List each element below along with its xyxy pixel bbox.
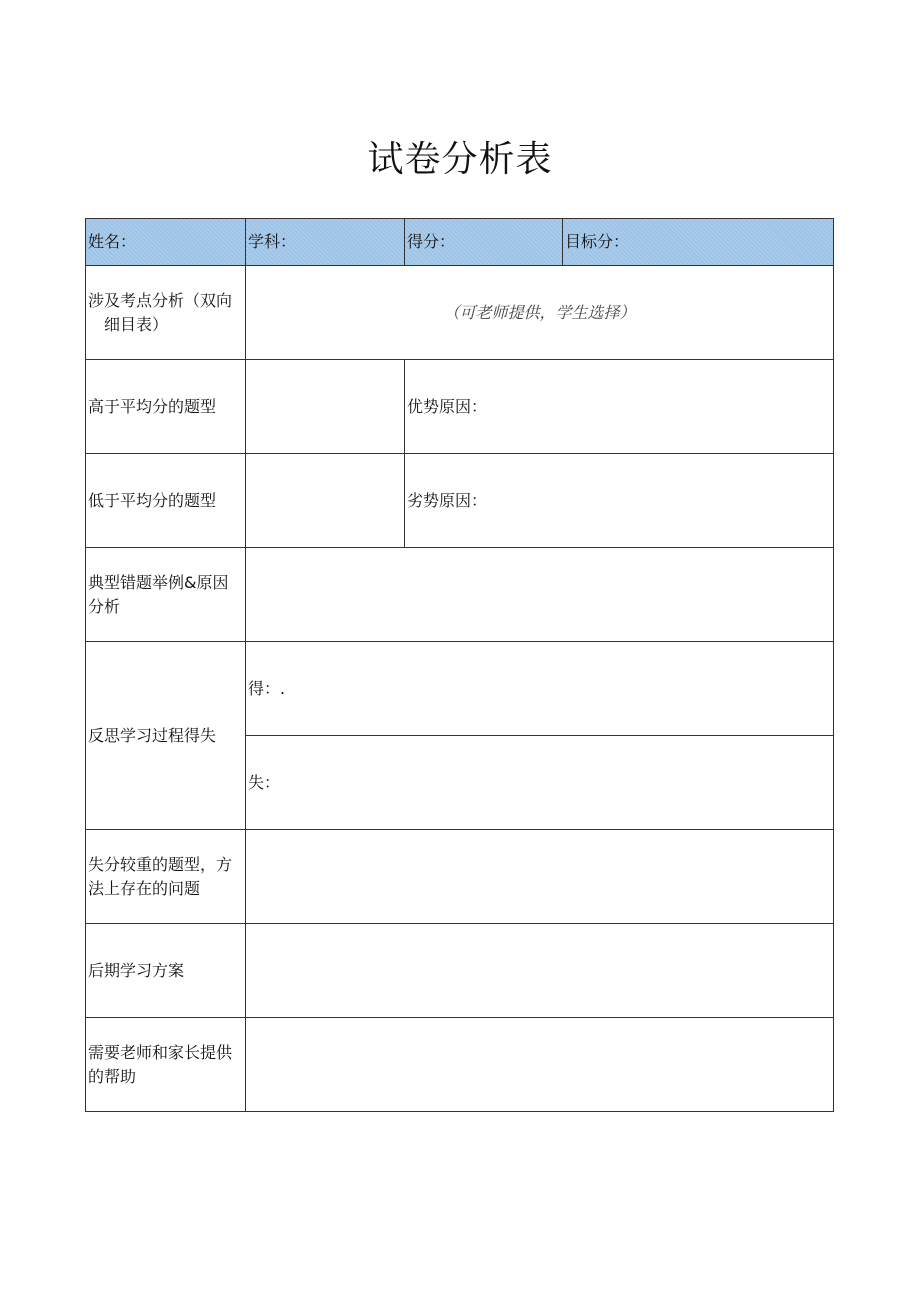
subject-field[interactable] xyxy=(246,219,405,266)
advantage-reason-label: 优势原因： xyxy=(407,396,488,416)
weak-types-label-line1: 失分较重的题型，方 xyxy=(88,854,233,874)
target-score-field[interactable] xyxy=(563,219,834,266)
help-needed-label-line1: 需要老师和家长提供 xyxy=(88,1042,233,1062)
help-needed-row xyxy=(86,1018,834,1112)
page-title: 试卷分析表 xyxy=(367,139,553,180)
points-label-line1: 涉及考点分析（双向 xyxy=(88,290,233,310)
disadvantage-reason-label: 劣势原因： xyxy=(407,490,488,510)
analysis-table xyxy=(85,218,834,1112)
study-plan-label-cell xyxy=(86,924,246,1018)
reflection-gain-row xyxy=(86,642,834,736)
points-input-cell[interactable] xyxy=(246,266,834,360)
reflection-loss-cell[interactable] xyxy=(246,736,834,830)
below-average-label-cell xyxy=(86,454,246,548)
weak-types-input-cell[interactable] xyxy=(246,830,834,924)
points-hint: （可老师提供，学生选择） xyxy=(443,302,636,322)
reflection-loss-label: 失： xyxy=(248,772,281,792)
advantage-reason-cell[interactable] xyxy=(405,360,834,454)
above-average-label-cell xyxy=(86,360,246,454)
points-label-cell xyxy=(86,266,246,360)
typical-errors-row xyxy=(86,548,834,642)
weak-types-row xyxy=(86,830,834,924)
above-average-row xyxy=(86,360,834,454)
disadvantage-reason-cell[interactable] xyxy=(405,454,834,548)
points-row xyxy=(86,266,834,360)
reflection-label-cell xyxy=(86,642,246,830)
above-average-types-cell[interactable] xyxy=(246,360,405,454)
name-field[interactable] xyxy=(86,219,246,266)
reflection-gain-label: 得：. xyxy=(248,678,286,698)
study-plan-row xyxy=(86,924,834,1018)
reflection-label: 反思学习过程得失 xyxy=(88,725,217,745)
help-needed-input-cell[interactable] xyxy=(246,1018,834,1112)
weak-types-label-cell xyxy=(86,830,246,924)
help-needed-label-line2: 的帮助 xyxy=(88,1066,137,1086)
study-plan-label: 后期学习方案 xyxy=(88,960,185,980)
help-needed-label-cell xyxy=(86,1018,246,1112)
name-label: 姓名： xyxy=(88,232,137,251)
weak-types-label-line2: 法上存在的问题 xyxy=(88,878,201,898)
points-label-line2: 细目表） xyxy=(104,314,169,334)
study-plan-input-cell[interactable] xyxy=(246,924,834,1018)
typical-errors-label-line2: 分析 xyxy=(88,596,121,616)
typical-errors-label-line1: 典型错题举例&原因 xyxy=(88,572,229,592)
below-average-row xyxy=(86,454,834,548)
below-average-label: 低于平均分的题型 xyxy=(88,490,217,510)
reflection-gain-cell[interactable] xyxy=(246,642,834,736)
header-row xyxy=(86,219,834,266)
subject-label: 学科： xyxy=(248,232,297,251)
score-label: 得分： xyxy=(407,232,456,251)
target-score-label: 目标分： xyxy=(565,232,630,251)
above-average-label: 高于平均分的题型 xyxy=(88,396,217,416)
score-field[interactable] xyxy=(405,219,563,266)
typical-errors-label-cell xyxy=(86,548,246,642)
below-average-types-cell[interactable] xyxy=(246,454,405,548)
typical-errors-input-cell[interactable] xyxy=(246,548,834,642)
